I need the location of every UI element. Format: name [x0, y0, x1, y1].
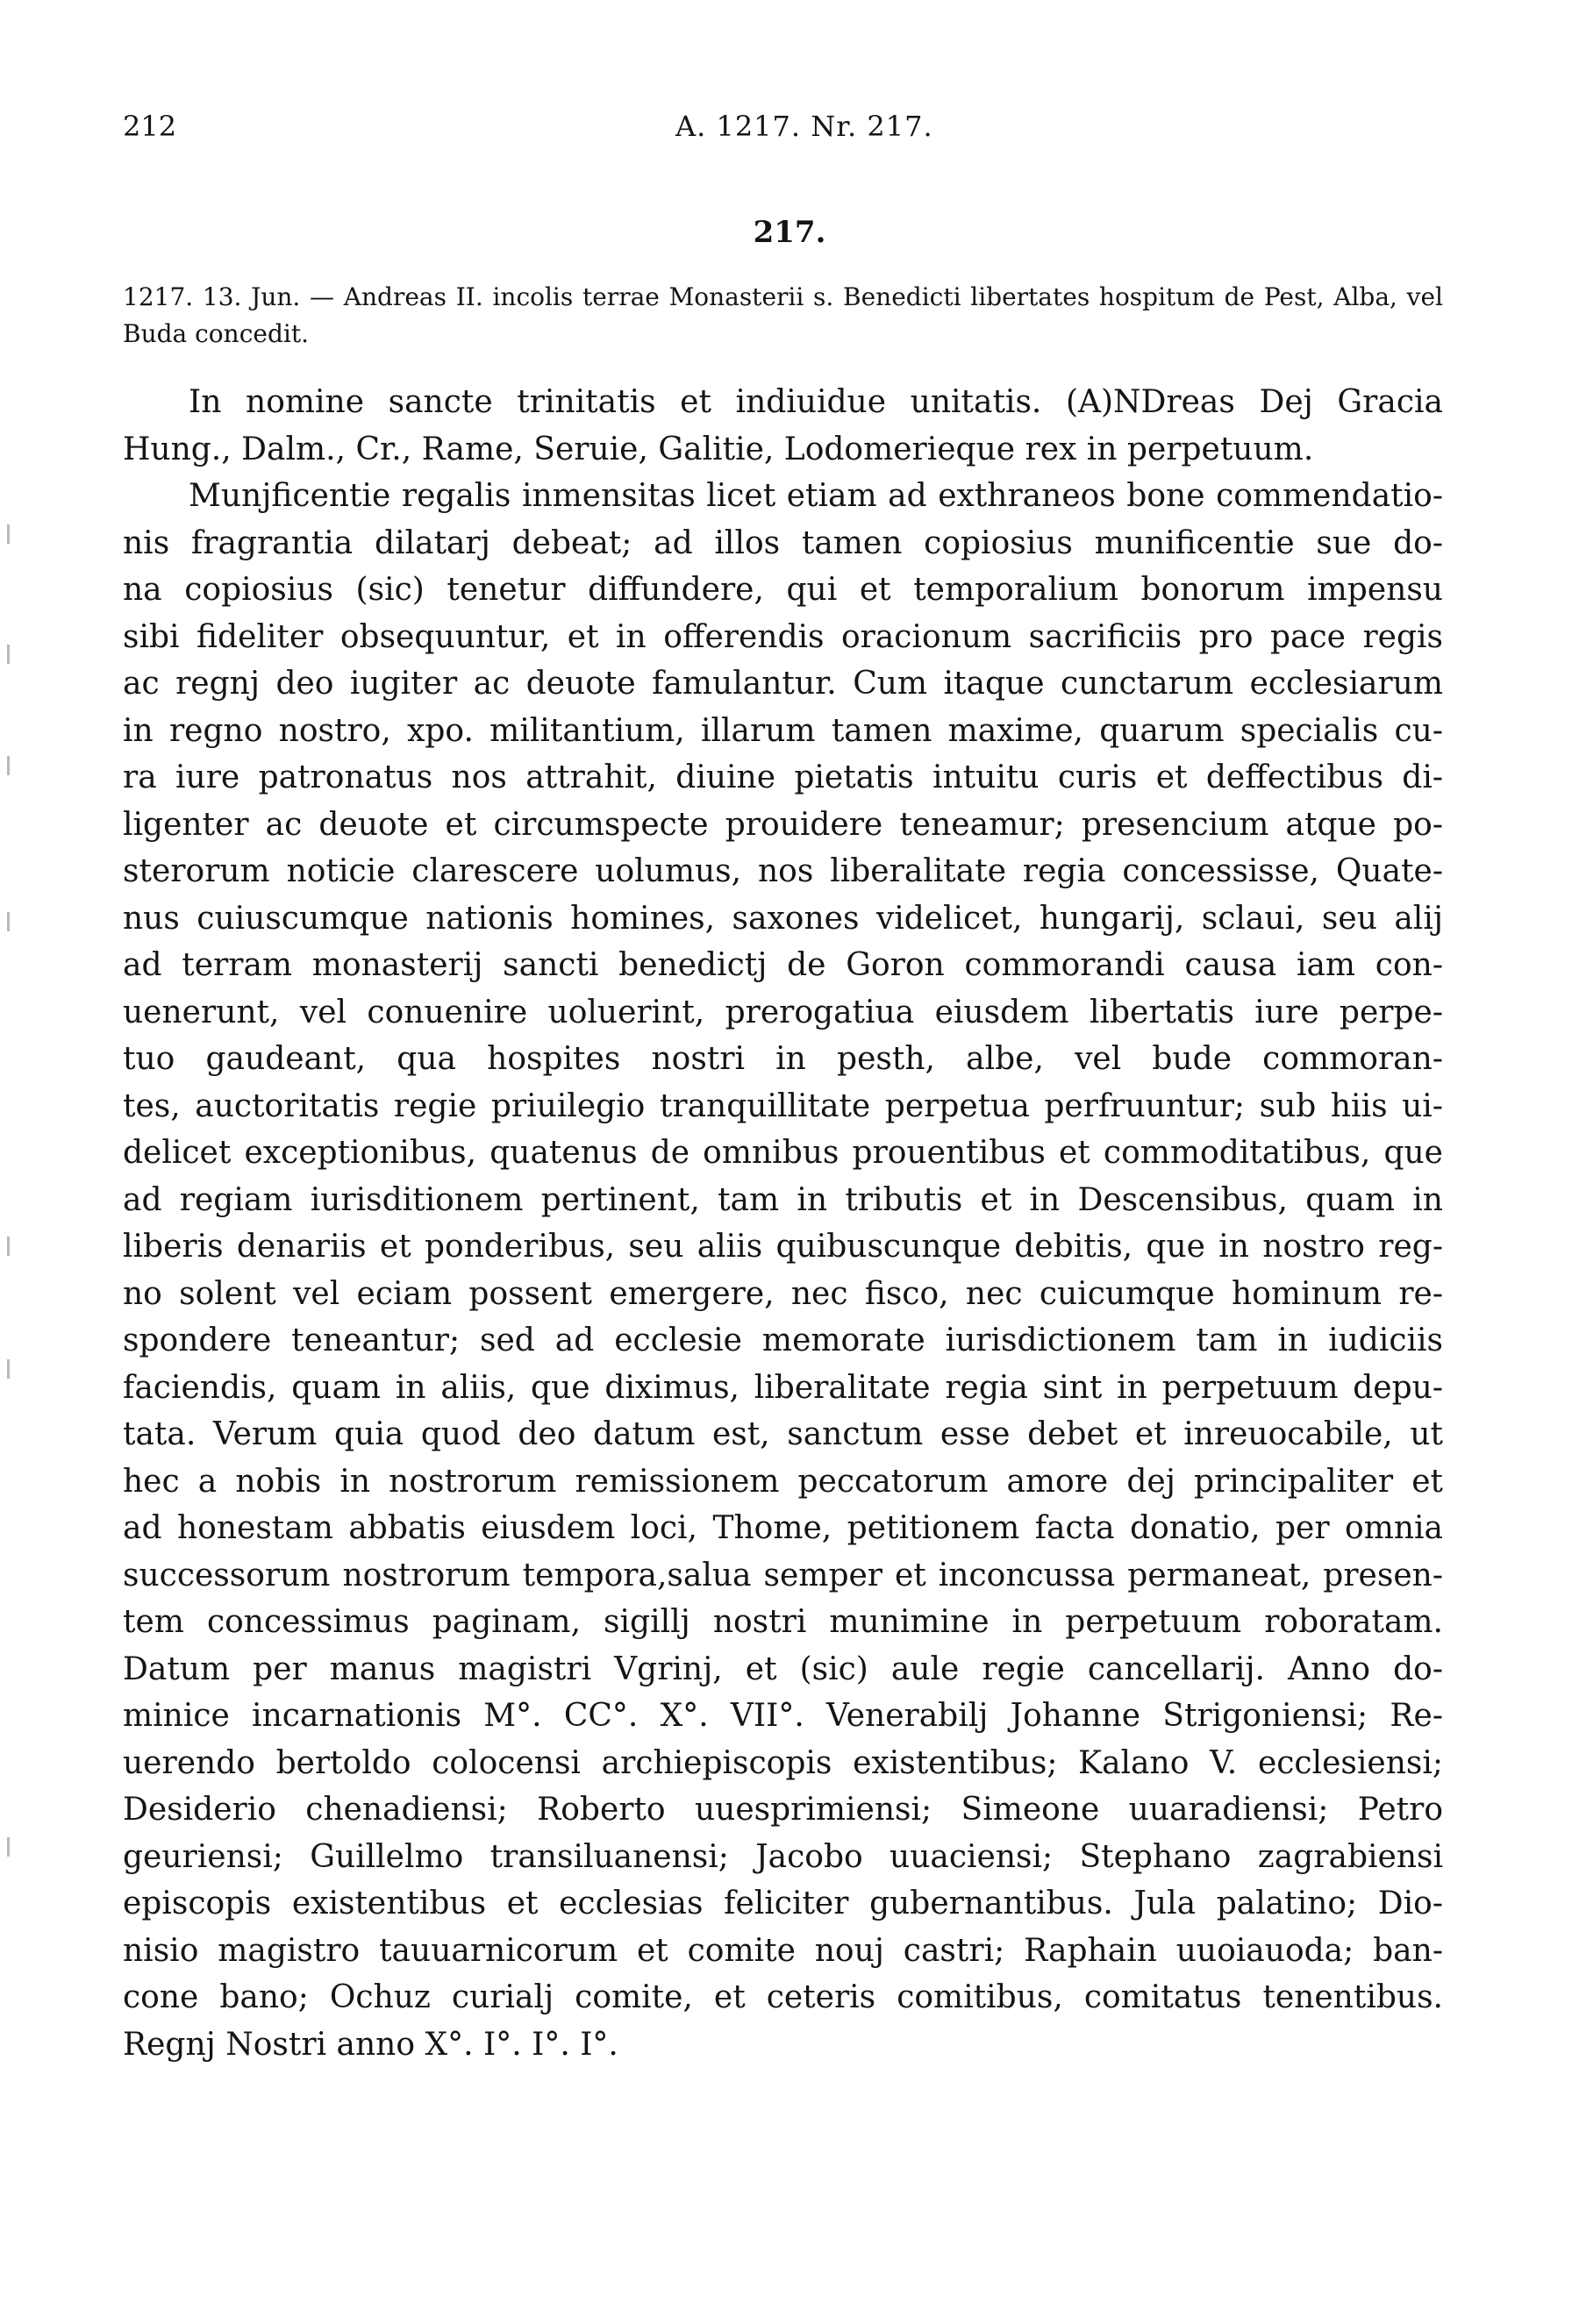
text-line: nisio magistro tauuarnicorum et comite nouj castri; Raphain uuoiauoda; ban-: [123, 1932, 1443, 1969]
margin-mark: [7, 645, 10, 664]
regest: 1217. 13. Jun. — Andreas II. incolis terrae Monasterii s. Benedicti libertates hospitum de Pest, Alba, vel Buda concedit.: [123, 282, 1443, 348]
text-line: no solent vel eciam possent emergere, nec fisco, nec cuicumque hominum re-: [123, 1275, 1443, 1312]
charter-text: [123, 379, 1443, 2068]
margin-mark: [7, 1837, 10, 1857]
text-line: Datum per manus magistri Vgrinj, et (sic) aule regie cancellarij. Anno do-: [123, 1650, 1443, 1687]
text-line: in regno nostro, xpo. militantium, illarum tamen maxime, quarum specialis cu-: [123, 712, 1443, 749]
page-number: 212: [123, 110, 177, 143]
text-line: tem concessimus paginam, sigillj nostri munimine in perpetuum roboratam.: [123, 1604, 1443, 1640]
text-line: geuriensi; Guillelmo transiluanensi; Jacobo uuaciensi; Stephano zagrabiensi: [123, 1838, 1443, 1875]
text-line: ra iure patronatus nos attrahit, diuine pietatis intuitu curis et deffectibus di-: [123, 759, 1443, 795]
text-line: spondere teneantur; sed ad ecclesie memorate iurisdictionem tam in iudiciis: [123, 1322, 1443, 1358]
text-line: delicet exceptionibus, quatenus de omnibus prouentibus et commoditatibus, que: [123, 1135, 1443, 1171]
margin-mark: [7, 912, 10, 931]
document-number: 217.: [753, 215, 826, 250]
text-line: sterorum noticie clarescere uolumus, nos liberalitate regia concessisse, Quate-: [123, 853, 1443, 889]
margin-mark: [7, 1237, 10, 1256]
text-line: Regnj Nostri anno X°. I°. I°. I°.: [123, 2026, 618, 2063]
margin-mark: [7, 524, 10, 544]
text-line: hec a nobis in nostrorum remissionem peccatorum amore dej principaliter et: [123, 1463, 1443, 1500]
text-line: uenerunt, vel conuenire uoluerint, prerogatiua eiusdem libertatis iure perpe-: [123, 994, 1443, 1030]
text-line: tes, auctoritatis regie priuilegio tranquillitate perpetua perfruuntur; sub hiis ui-: [123, 1087, 1443, 1124]
running-title: A. 1217. Nr. 217.: [675, 110, 933, 143]
text-line: faciendis, quam in aliis, que diximus, liberalitate regia sint in perpetuum depu-: [123, 1369, 1443, 1406]
text-line: tuo gaudeant, qua hospites nostri in pesth, albe, vel bude commoran-: [123, 1041, 1443, 1077]
text-line: nis fragrantia dilatarj debeat; ad illos tamen copiosius munificentie sue do-: [123, 524, 1443, 561]
text-line: episcopis existentibus et ecclesias feliciter gubernantibus. Jula palatino; Dio-: [123, 1886, 1443, 1921]
text-line: cone bano; Ochuz curialj comite, et ceteris comitibus, comitatus tenentibus.: [123, 1979, 1443, 2015]
text-line: Desiderio chenadiensi; Roberto uuesprimiensi; Simeone uuaradiensi; Petro: [123, 1792, 1443, 1828]
running-head: [123, 110, 1439, 149]
text-line: ligenter ac deuote et circumspecte prouidere teneamur; presencium atque po-: [123, 806, 1443, 843]
text-line: liberis denariis et ponderibus, seu aliis quibuscunque debitis, que in nostro reg-: [123, 1229, 1443, 1265]
text-line: ad honestam abbatis eiusdem loci, Thome, petitionem facta donatio, per omnia: [123, 1510, 1443, 1546]
margin-mark: [7, 756, 10, 775]
text-line: In nomine sancte trinitatis et indiuidue unitatis. (A)NDreas Dej Gracia: [189, 384, 1443, 420]
text-line: tata. Verum quia quod deo datum est, sanctum esse debet et inreuocabile, ut: [123, 1416, 1443, 1452]
text-line: ad terram monasterij sancti benedictj de Goron commorandi causa iam con-: [123, 947, 1443, 983]
text-line: na copiosius (sic) tenetur diffundere, qui et temporalium bonorum impensu: [123, 572, 1443, 608]
text-line: Munjficentie regalis inmensitas licet etiam ad exthraneos bone commendatio-: [189, 478, 1443, 514]
text-line: ac regnj deo iugiter ac deuote famulantur. Cum itaque cunctarum ecclesiarum: [123, 666, 1443, 702]
text-line: nus cuiuscumque nationis homines, saxones videlicet, hungarij, sclaui, seu alij: [123, 900, 1443, 937]
text-line: successorum nostrorum tempora,salua semper et inconcussa permaneat, presen-: [123, 1557, 1443, 1593]
text-line: uerendo bertoldo colocensi archiepiscopis existentibus; Kalano V. ecclesiensi;: [123, 1744, 1443, 1781]
text-line: ad regiam iurisditionem pertinent, tam in tributis et in Descensibus, quam in: [123, 1181, 1443, 1218]
text-line: Hung., Dalm., Cr., Rame, Seruie, Galitie, Lodomerieque rex in perpetuum.: [123, 431, 1314, 467]
text-line: minice incarnationis M°. CC°. X°. VII°. Venerabilj Johanne Strigoniensi; Re-: [123, 1698, 1443, 1734]
margin-mark: [7, 1359, 10, 1379]
text-line: sibi fideliter obsequuntur, et in offerendis oracionum sacrificiis pro pace regis: [123, 618, 1443, 655]
